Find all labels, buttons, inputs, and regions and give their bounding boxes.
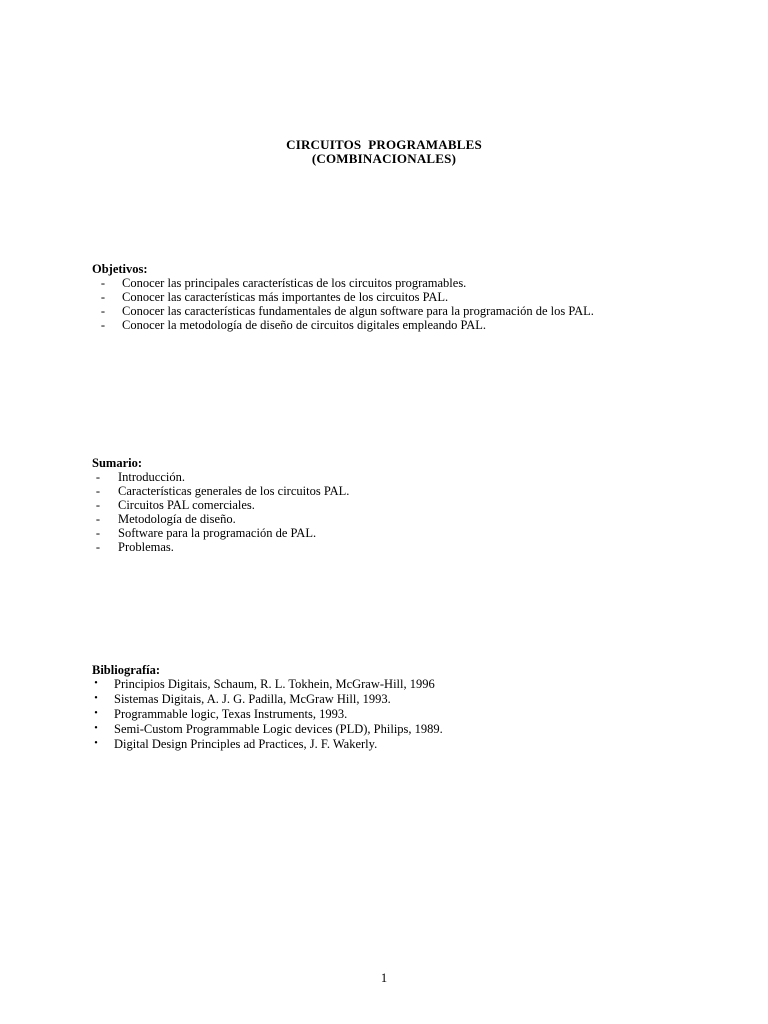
- bibliografia-item: [92, 737, 732, 752]
- sumario-item: [92, 484, 732, 498]
- bibliografia-item-text: Programmable logic, Texas Instruments, 1993.: [114, 707, 348, 721]
- sumario-item-text: Software para la programación de PAL.: [118, 526, 317, 540]
- sumario-item: [92, 498, 732, 512]
- dash-marker: -: [95, 484, 101, 498]
- objetivos-item: [92, 276, 732, 290]
- title-line-1: CIRCUITOS PROGRAMABLES: [286, 137, 482, 152]
- objetivos-item: [92, 318, 732, 332]
- bibliografia-item: [92, 722, 732, 737]
- dash-marker: -: [100, 276, 106, 290]
- bibliografia-item-text: Sistemas Digitais, A. J. G. Padilla, McGraw Hill, 1993.: [114, 692, 391, 706]
- bullet-icon: •: [94, 708, 98, 719]
- document-title: [0, 138, 768, 166]
- bullet-icon: •: [94, 693, 98, 704]
- objetivos-section: [92, 262, 732, 332]
- objetivos-item-text: Conocer la metodología de diseño de circuitos digitales empleando PAL.: [122, 318, 487, 332]
- dash-marker: -: [95, 526, 101, 540]
- bibliografia-item: [92, 677, 732, 692]
- objetivos-heading: Objetivos:: [92, 262, 148, 276]
- sumario-item: [92, 512, 732, 526]
- objetivos-item: [92, 290, 732, 304]
- sumario-heading: Sumario:: [92, 456, 142, 470]
- sumario-item: [92, 470, 732, 484]
- dash-marker: -: [100, 290, 106, 304]
- objetivos-item-text: Conocer las características fundamentales de algun software para la programación de los PAL.: [122, 304, 594, 318]
- objetivos-item-text: Conocer las principales características de los circuitos programables.: [122, 276, 467, 290]
- page-number: 1: [380, 971, 388, 985]
- title-line-2: (COMBINACIONALES): [311, 151, 457, 166]
- bibliografia-item: [92, 692, 732, 707]
- dash-marker: -: [100, 304, 106, 318]
- sumario-item-text: Características generales de los circuitos PAL.: [118, 484, 350, 498]
- objetivos-item-text: Conocer las características más importantes de los circuitos PAL.: [122, 290, 449, 304]
- dash-marker: -: [95, 498, 101, 512]
- sumario-item: [92, 540, 732, 554]
- dash-marker: -: [100, 318, 106, 332]
- sumario-item-text: Metodología de diseño.: [118, 512, 236, 526]
- bullet-icon: •: [94, 723, 98, 734]
- bullet-icon: •: [94, 738, 98, 749]
- dash-marker: -: [95, 540, 101, 554]
- bibliografia-item-text: Principios Digitais, Schaum, R. L. Tokhein, McGraw-Hill, 1996: [114, 677, 435, 691]
- bibliografia-section: [92, 663, 732, 752]
- bibliografia-heading: Bibliografía:: [92, 663, 161, 677]
- dash-marker: -: [95, 470, 101, 484]
- sumario-item-text: Circuitos PAL comerciales.: [118, 498, 255, 512]
- sumario-section: [92, 456, 732, 554]
- bibliografia-item-text: Digital Design Principles ad Practices, J. F. Wakerly.: [114, 737, 378, 751]
- objetivos-item: [92, 304, 732, 318]
- sumario-item: [92, 526, 732, 540]
- bibliografia-item-text: Semi-Custom Programmable Logic devices (PLD), Philips, 1989.: [114, 722, 443, 736]
- bullet-icon: •: [94, 678, 98, 689]
- bibliografia-item: [92, 707, 732, 722]
- sumario-item-text: Introducción.: [118, 470, 185, 484]
- dash-marker: -: [95, 512, 101, 526]
- sumario-item-text: Problemas.: [118, 540, 174, 554]
